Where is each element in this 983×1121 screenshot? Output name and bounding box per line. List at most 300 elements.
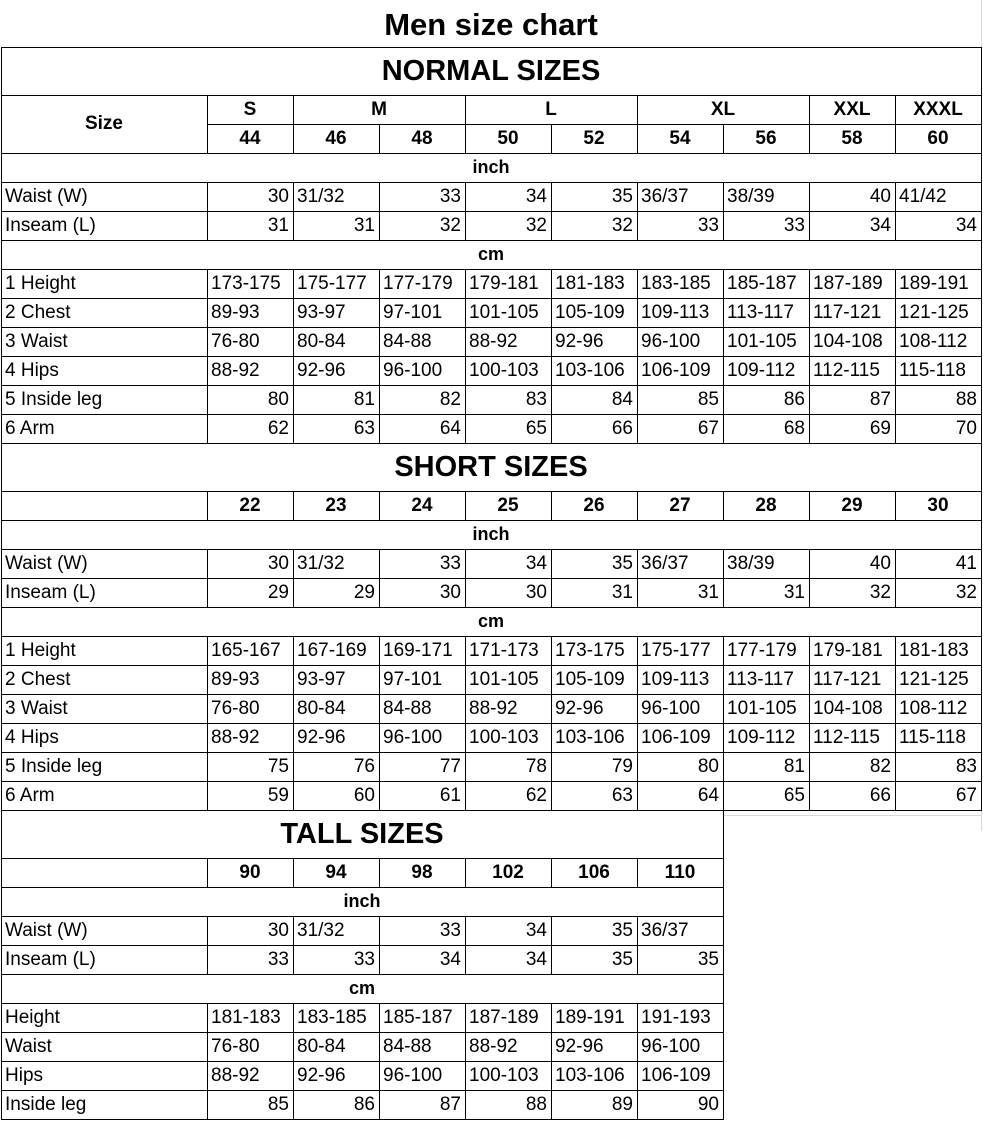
size-value: 101-105 (469, 668, 539, 690)
grid-line (207, 945, 208, 975)
grid-line (723, 781, 724, 811)
grid-line (723, 974, 724, 1004)
size-value: 84-88 (383, 697, 432, 719)
grid-line (551, 385, 552, 415)
row-label: 6 Arm (5, 417, 55, 439)
grid-line (895, 356, 896, 386)
size-value: 76-80 (211, 330, 260, 352)
grid-line (981, 298, 982, 328)
size-value: 29 (267, 581, 289, 603)
grid-line (723, 694, 724, 724)
grid-line (379, 723, 380, 753)
size-value: 30 (267, 185, 289, 207)
grid-line (809, 385, 810, 415)
size-value: 69 (869, 417, 891, 439)
grid-line (1, 974, 2, 1004)
size-value: 79 (611, 755, 633, 777)
size-value: 65 (525, 417, 547, 439)
row-label: 5 Inside leg (5, 755, 103, 777)
grid-line (293, 269, 294, 299)
size-number: 30 (927, 494, 949, 516)
grid-line (981, 443, 982, 492)
grid-line (293, 752, 294, 782)
grid-line (207, 1090, 208, 1120)
grid-line (723, 549, 724, 579)
size-number: 56 (755, 127, 777, 149)
grid-line (981, 491, 982, 521)
grid-line (379, 665, 380, 695)
grid-line (809, 491, 810, 521)
size-value: 34 (525, 552, 547, 574)
grid-line (293, 549, 294, 579)
grid-line (207, 636, 208, 666)
size-value: 65 (783, 784, 805, 806)
size-value: 33 (783, 214, 805, 236)
grid-line (723, 1090, 724, 1120)
size-value: 109-113 (641, 301, 710, 323)
grid-line (723, 1003, 724, 1033)
row-label: 3 Waist (5, 330, 68, 352)
size-number: 46 (325, 127, 347, 149)
grid-line (637, 298, 638, 328)
grid-line (895, 549, 896, 579)
size-value: 115-118 (899, 359, 966, 381)
grid-line (379, 327, 380, 357)
size-value: 106-109 (641, 359, 711, 381)
grid-line (981, 549, 982, 579)
grid-line (1, 810, 2, 859)
grid-line (723, 945, 724, 975)
size-value: 32 (525, 214, 547, 236)
size-value: 181-183 (899, 639, 969, 661)
grid-line (981, 752, 982, 782)
grid-line (981, 327, 982, 357)
size-value: 31 (697, 581, 719, 603)
size-value: 34 (525, 185, 547, 207)
grid-line (895, 298, 896, 328)
size-header-label: Size (84, 113, 124, 134)
grid-line (379, 211, 380, 241)
size-value: 185-187 (383, 1006, 453, 1028)
row-label: 4 Hips (5, 359, 59, 381)
size-number: 24 (411, 494, 433, 516)
grid-line (379, 182, 380, 212)
size-number: 50 (497, 127, 519, 149)
size-value: 177-179 (727, 639, 797, 661)
row-label: 4 Hips (5, 726, 59, 748)
size-value: 87 (869, 388, 891, 410)
grid-line (293, 182, 294, 212)
grid-line (637, 491, 638, 521)
size-value: 32 (955, 581, 977, 603)
size-number: 23 (325, 494, 347, 516)
grid-line (551, 1090, 552, 1120)
size-value: 84 (611, 388, 633, 410)
grid-line (551, 694, 552, 724)
size-value: 80 (267, 388, 289, 410)
grid-line (207, 723, 208, 753)
grid-line (293, 1003, 294, 1033)
grid-line (207, 1032, 208, 1062)
size-value: 35 (611, 185, 633, 207)
unit-label-cm: cm (477, 611, 504, 631)
grid-line (207, 694, 208, 724)
size-value: 109-112 (727, 359, 796, 381)
size-value: 189-191 (899, 272, 969, 294)
unit-label-inch: inch (343, 891, 381, 911)
size-value: 61 (439, 784, 461, 806)
grid-line (723, 356, 724, 386)
size-value: 112-115 (813, 726, 880, 748)
size-group-l: L (545, 98, 557, 120)
grid-line (809, 578, 810, 608)
normal-sizes-banner: NORMAL SIZES (381, 54, 601, 87)
grid-line (207, 781, 208, 811)
size-value: 62 (525, 784, 547, 806)
grid-line (207, 298, 208, 328)
grid-line (895, 491, 896, 521)
grid-line (637, 1061, 638, 1091)
grid-line (551, 298, 552, 328)
size-value: 34 (869, 214, 891, 236)
grid-line (723, 414, 724, 444)
grid-line (551, 752, 552, 782)
size-value: 88-92 (469, 1035, 518, 1057)
size-value: 117-121 (813, 301, 882, 323)
grid-line (207, 211, 208, 241)
grid-line (637, 1032, 638, 1062)
size-value: 88-92 (211, 359, 260, 381)
grid-line (1, 491, 2, 521)
grid-line (809, 269, 810, 299)
row-label: Inseam (L) (5, 214, 96, 236)
row-label: 2 Chest (5, 668, 71, 690)
grid-line (293, 858, 294, 888)
size-value: 87 (439, 1093, 461, 1115)
grid-line (465, 694, 466, 724)
grid-line (551, 211, 552, 241)
size-number: 27 (669, 494, 691, 516)
size-value: 92-96 (297, 726, 346, 748)
grid-line (981, 636, 982, 666)
size-value: 100-103 (469, 726, 539, 748)
size-value: 169-171 (383, 639, 453, 661)
size-number: 94 (325, 861, 347, 883)
grid-line (551, 723, 552, 753)
grid-line (379, 1003, 380, 1033)
grid-line (379, 1032, 380, 1062)
grid-line (981, 520, 982, 550)
grid-line (637, 578, 638, 608)
grid-line (551, 327, 552, 357)
grid-line (465, 945, 466, 975)
size-value: 113-117 (727, 668, 794, 690)
grid-line (207, 491, 208, 521)
size-value: 93-97 (297, 668, 346, 690)
size-value: 121-125 (899, 301, 969, 323)
grid-line (379, 385, 380, 415)
size-number: 58 (841, 127, 863, 149)
size-value: 97-101 (383, 668, 443, 690)
size-value: 89 (611, 1093, 633, 1115)
size-number: 98 (411, 861, 433, 883)
grid-line (723, 665, 724, 695)
grid-line (895, 636, 896, 666)
grid-line (895, 269, 896, 299)
size-value: 31/32 (297, 185, 345, 207)
grid-line (551, 1061, 552, 1091)
size-value: 31/32 (297, 552, 345, 574)
grid-line (207, 665, 208, 695)
grid-line (293, 414, 294, 444)
size-value: 100-103 (469, 359, 539, 381)
grid-line (207, 549, 208, 579)
size-number: 60 (927, 127, 949, 149)
size-value: 82 (869, 755, 891, 777)
row-label: 5 Inside leg (5, 388, 103, 410)
grid-line (379, 414, 380, 444)
size-value: 35 (611, 552, 633, 574)
size-value: 83 (955, 755, 977, 777)
grid-line (465, 858, 466, 888)
grid-line (723, 269, 724, 299)
grid-line (465, 752, 466, 782)
row-label: 1 Height (5, 272, 76, 294)
size-value: 112-115 (813, 359, 880, 381)
grid-line (551, 578, 552, 608)
grid-line (895, 327, 896, 357)
grid-line (637, 269, 638, 299)
size-value: 84-88 (383, 1035, 432, 1057)
size-value: 59 (267, 784, 289, 806)
grid-line (895, 182, 896, 212)
size-value: 167-169 (297, 639, 367, 661)
grid-line (637, 385, 638, 415)
size-value: 103-106 (555, 1064, 625, 1086)
size-value: 175-177 (297, 272, 367, 294)
grid-line (293, 1032, 294, 1062)
grid-line (723, 916, 724, 946)
size-value: 96-100 (383, 1064, 443, 1086)
grid-line (723, 491, 724, 521)
grid-line (1, 1119, 724, 1120)
size-value: 31 (783, 581, 805, 603)
grid-line (981, 723, 982, 753)
size-value: 35 (697, 948, 719, 970)
size-value: 64 (697, 784, 719, 806)
size-number: 52 (583, 127, 605, 149)
grid-line (981, 414, 982, 444)
grid-line (723, 385, 724, 415)
row-label: 6 Arm (5, 784, 55, 806)
size-value: 36/37 (641, 919, 689, 941)
grid-line (895, 578, 896, 608)
unit-label-inch: inch (472, 524, 510, 544)
grid-line (465, 327, 466, 357)
grid-line (465, 1090, 466, 1120)
row-label: 1 Height (5, 639, 76, 661)
grid-line (465, 491, 466, 521)
size-value: 101-105 (727, 330, 797, 352)
size-value: 32 (869, 581, 891, 603)
grid-line (637, 356, 638, 386)
size-value: 30 (439, 581, 461, 603)
size-value: 108-112 (899, 697, 968, 719)
size-value: 100-103 (469, 1064, 539, 1086)
grid-line (379, 694, 380, 724)
size-value: 30 (525, 581, 547, 603)
size-value: 89-93 (211, 668, 260, 690)
size-value: 88-92 (469, 330, 518, 352)
size-value: 109-113 (641, 668, 710, 690)
grid-line (207, 182, 208, 212)
size-value: 88-92 (211, 726, 260, 748)
size-number: 29 (841, 494, 863, 516)
size-value: 63 (611, 784, 633, 806)
grid-line (809, 781, 810, 811)
grid-line (1, 47, 2, 96)
size-value: 88 (525, 1093, 547, 1115)
grid-line (379, 549, 380, 579)
grid-line (207, 414, 208, 444)
size-value: 31 (267, 214, 289, 236)
grid-line (981, 385, 982, 415)
grid-line (293, 945, 294, 975)
grid-line (551, 781, 552, 811)
grid-line (723, 723, 724, 753)
size-value: 34 (525, 919, 547, 941)
grid-line (551, 945, 552, 975)
size-value: 181-183 (211, 1006, 281, 1028)
grid-line (637, 752, 638, 782)
grid-line (809, 298, 810, 328)
size-number: 102 (492, 861, 524, 883)
size-value: 33 (353, 948, 375, 970)
size-value: 179-181 (813, 639, 883, 661)
grid-line (551, 549, 552, 579)
size-value: 189-191 (555, 1006, 625, 1028)
grid-line (379, 269, 380, 299)
size-value: 78 (525, 755, 547, 777)
grid-line (809, 124, 810, 154)
size-value: 85 (697, 388, 719, 410)
unit-label-cm: cm (348, 978, 375, 998)
grid-line (637, 1090, 638, 1120)
size-value: 86 (783, 388, 805, 410)
size-value: 88 (955, 388, 977, 410)
grid-line (465, 549, 466, 579)
grid-line (379, 945, 380, 975)
grid-line (637, 665, 638, 695)
size-value: 38/39 (727, 552, 775, 574)
row-label: Inseam (L) (5, 581, 96, 603)
size-value: 89-93 (211, 301, 260, 323)
size-value: 90 (697, 1093, 719, 1115)
size-value: 82 (439, 388, 461, 410)
grid-line (293, 491, 294, 521)
grid-line (207, 1003, 208, 1033)
grid-line (207, 916, 208, 946)
size-group-s: S (243, 98, 257, 120)
grid-line (1, 520, 2, 550)
size-value: 70 (955, 417, 977, 439)
grid-line (809, 723, 810, 753)
size-number: 90 (239, 861, 261, 883)
size-number: 48 (411, 127, 433, 149)
grid-line (207, 858, 208, 888)
grid-line (207, 752, 208, 782)
grid-line (293, 1061, 294, 1091)
size-value: 31 (611, 581, 633, 603)
grid-line (637, 549, 638, 579)
grid-line (981, 47, 982, 96)
grid-line (1, 95, 2, 154)
size-value: 62 (267, 417, 289, 439)
grid-line (723, 124, 724, 154)
grid-line (465, 211, 466, 241)
size-value: 83 (525, 388, 547, 410)
size-value: 64 (439, 417, 461, 439)
unit-label-cm: cm (477, 244, 504, 264)
size-value: 101-105 (469, 301, 539, 323)
unit-label-inch: inch (472, 157, 510, 177)
size-value: 85 (267, 1093, 289, 1115)
size-value: 171-173 (469, 639, 539, 661)
size-value: 40 (869, 552, 891, 574)
size-value: 92-96 (297, 1064, 346, 1086)
size-value: 183-185 (641, 272, 711, 294)
size-group-xxxl: XXXL (913, 98, 963, 120)
grid-line (465, 665, 466, 695)
grid-line (1, 443, 2, 492)
grid-line (809, 694, 810, 724)
grid-line (981, 182, 982, 212)
grid-line (379, 916, 380, 946)
grid-line (551, 665, 552, 695)
size-value: 34 (955, 214, 977, 236)
grid-line (465, 723, 466, 753)
size-value: 187-189 (469, 1006, 539, 1028)
size-value: 175-177 (641, 639, 711, 661)
size-group-m: M (371, 98, 387, 120)
grid-line (379, 491, 380, 521)
grid-line (293, 916, 294, 946)
size-value: 66 (869, 784, 891, 806)
grid-line (465, 781, 466, 811)
grid-line (293, 1090, 294, 1120)
size-value: 97-101 (383, 301, 443, 323)
grid-line (551, 858, 552, 888)
size-value: 35 (611, 919, 633, 941)
size-value: 96-100 (641, 1035, 701, 1057)
grid-line (293, 327, 294, 357)
size-value: 88-92 (469, 697, 518, 719)
grid-line (637, 182, 638, 212)
size-value: 106-109 (641, 726, 711, 748)
size-value: 66 (611, 417, 633, 439)
grid-line (723, 298, 724, 328)
size-value: 181-183 (555, 272, 625, 294)
grid-line (551, 491, 552, 521)
size-number: 44 (239, 127, 261, 149)
size-value: 191-193 (641, 1006, 711, 1028)
size-value: 92-96 (555, 697, 604, 719)
grid-line (551, 124, 552, 154)
grid-line (1, 858, 2, 888)
size-value: 31 (353, 214, 375, 236)
grid-line (981, 665, 982, 695)
size-value: 113-117 (727, 301, 794, 323)
